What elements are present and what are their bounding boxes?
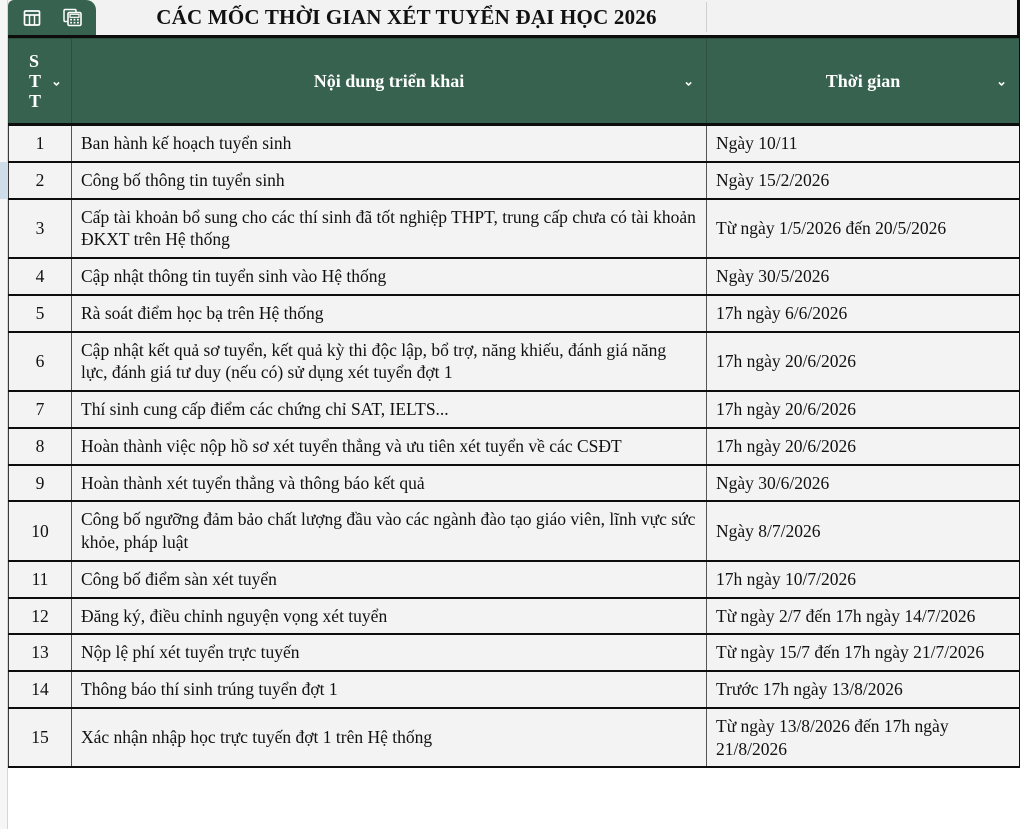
cell-noi-dung[interactable]: Thông báo thí sinh trúng tuyển đợt 1: [72, 671, 707, 708]
cell-noi-dung[interactable]: Đăng ký, điều chỉnh nguyện vọng xét tuyển: [72, 598, 707, 635]
cell-noi-dung[interactable]: Hoàn thành xét tuyển thẳng và thông báo kết quả: [72, 465, 707, 502]
column-header-thoi-gian-label: Thời gian: [825, 70, 901, 91]
table-row[interactable]: [9, 428, 1020, 465]
table-row[interactable]: [9, 391, 1020, 428]
column-header-noi-dung-label: Nội dung triển khai: [313, 70, 465, 91]
column-header-thoi-gian[interactable]: [707, 39, 1020, 125]
row-gutter[interactable]: [0, 0, 8, 829]
cell-thoi-gian[interactable]: Ngày 10/11: [707, 125, 1020, 162]
cell-stt[interactable]: 14: [9, 671, 72, 708]
cell-stt[interactable]: 7: [9, 391, 72, 428]
cell-thoi-gian[interactable]: Ngày 8/7/2026: [707, 501, 1020, 561]
cell-noi-dung[interactable]: Công bố ngưỡng đảm bảo chất lượng đầu vào các ngành đào tạo giáo viên, lĩnh vực sức khỏe, pháp luật: [72, 501, 707, 561]
cell-thoi-gian[interactable]: 17h ngày 20/6/2026: [707, 332, 1020, 392]
cell-thoi-gian[interactable]: 17h ngày 20/6/2026: [707, 428, 1020, 465]
header-row: [9, 39, 1020, 125]
cell-stt[interactable]: 9: [9, 465, 72, 502]
table-row[interactable]: [9, 258, 1020, 295]
row-selection-indicator: [0, 162, 8, 199]
cell-stt[interactable]: 5: [9, 295, 72, 332]
cell-noi-dung[interactable]: Công bố điểm sàn xét tuyển: [72, 561, 707, 598]
cell-stt[interactable]: 15: [9, 708, 72, 768]
cell-stt[interactable]: 12: [9, 598, 72, 635]
cell-thoi-gian[interactable]: Trước 17h ngày 13/8/2026: [707, 671, 1020, 708]
view-toggle-group: [8, 0, 96, 35]
table-row[interactable]: [9, 332, 1020, 392]
cell-noi-dung[interactable]: Cập nhật thông tin tuyển sinh vào Hệ thống: [72, 258, 707, 295]
cell-stt[interactable]: 2: [9, 162, 72, 199]
table-row[interactable]: [9, 125, 1020, 162]
table-row[interactable]: [9, 561, 1020, 598]
table-row[interactable]: [9, 598, 1020, 635]
cell-thoi-gian[interactable]: 17h ngày 20/6/2026: [707, 391, 1020, 428]
cell-stt[interactable]: 10: [9, 501, 72, 561]
cell-thoi-gian[interactable]: Từ ngày 2/7 đến 17h ngày 14/7/2026: [707, 598, 1020, 635]
cell-noi-dung[interactable]: Hoàn thành việc nộp hồ sơ xét tuyển thẳng và ưu tiên xét tuyển về các CSĐT: [72, 428, 707, 465]
cell-thoi-gian[interactable]: Ngày 15/2/2026: [707, 162, 1020, 199]
table-row[interactable]: [9, 708, 1020, 768]
cell-stt[interactable]: 4: [9, 258, 72, 295]
table-body: [9, 125, 1020, 768]
table-row[interactable]: [9, 295, 1020, 332]
cell-thoi-gian[interactable]: 17h ngày 10/7/2026: [707, 561, 1020, 598]
table-row[interactable]: [9, 199, 1020, 259]
cell-noi-dung[interactable]: Công bố thông tin tuyển sinh: [72, 162, 707, 199]
timeline-table: [8, 38, 1020, 768]
cell-stt[interactable]: 1: [9, 125, 72, 162]
title-bar: [8, 0, 1020, 38]
table-row[interactable]: [9, 465, 1020, 502]
cell-thoi-gian[interactable]: Từ ngày 1/5/2026 đến 20/5/2026: [707, 199, 1020, 259]
page-title: CÁC MỐC THỜI GIAN XÉT TUYỂN ĐẠI HỌC 2026: [156, 5, 657, 29]
cell-stt[interactable]: 8: [9, 428, 72, 465]
cell-thoi-gian[interactable]: Từ ngày 13/8/2026 đến 17h ngày 21/8/2026: [707, 708, 1020, 768]
cell-noi-dung[interactable]: Thí sinh cung cấp điểm các chứng chỉ SAT, IELTS...: [72, 391, 707, 428]
cell-noi-dung[interactable]: Nộp lệ phí xét tuyển trực tuyến: [72, 634, 707, 671]
cell-thoi-gian[interactable]: 17h ngày 6/6/2026: [707, 295, 1020, 332]
cell-stt[interactable]: 6: [9, 332, 72, 392]
chevron-down-icon-noi-dung[interactable]: ⌄: [683, 73, 694, 89]
calculator-icon[interactable]: [59, 5, 85, 31]
cell-noi-dung[interactable]: Cấp tài khoản bổ sung cho các thí sinh đã tốt nghiệp THPT, trung cấp chưa có tài khoản ĐKXT trên Hệ thống: [72, 199, 707, 259]
cell-stt[interactable]: 3: [9, 199, 72, 259]
cell-thoi-gian[interactable]: Từ ngày 15/7 đến 17h ngày 21/7/2026: [707, 634, 1020, 671]
column-header-noi-dung[interactable]: [72, 39, 707, 125]
cell-thoi-gian[interactable]: Ngày 30/5/2026: [707, 258, 1020, 295]
column-header-stt[interactable]: [9, 39, 72, 125]
cell-noi-dung[interactable]: Ban hành kế hoạch tuyển sinh: [72, 125, 707, 162]
cell-thoi-gian[interactable]: Ngày 30/6/2026: [707, 465, 1020, 502]
chevron-down-icon-thoi-gian[interactable]: ⌄: [996, 73, 1007, 89]
table-row[interactable]: [9, 634, 1020, 671]
cell-stt[interactable]: 11: [9, 561, 72, 598]
cell-stt[interactable]: 13: [9, 634, 72, 671]
column-header-stt-label: STT: [29, 50, 42, 112]
table-row[interactable]: [9, 501, 1020, 561]
table-row[interactable]: [9, 162, 1020, 199]
table-row[interactable]: [9, 671, 1020, 708]
table-icon[interactable]: [19, 5, 45, 31]
table-header: [9, 39, 1020, 125]
cell-noi-dung[interactable]: Cập nhật kết quả sơ tuyển, kết quả kỳ thi độc lập, bổ trợ, năng khiếu, đánh giá năng lực, đánh giá tư duy (nếu có) sử dụng xét tuyển đợt 1: [72, 332, 707, 392]
cell-noi-dung[interactable]: Rà soát điểm học bạ trên Hệ thống: [72, 295, 707, 332]
chevron-down-icon-stt[interactable]: ⌄: [51, 73, 62, 89]
cell-noi-dung[interactable]: Xác nhận nhập học trực tuyến đợt 1 trên Hệ thống: [72, 708, 707, 768]
title-cell-divider: [706, 2, 707, 32]
